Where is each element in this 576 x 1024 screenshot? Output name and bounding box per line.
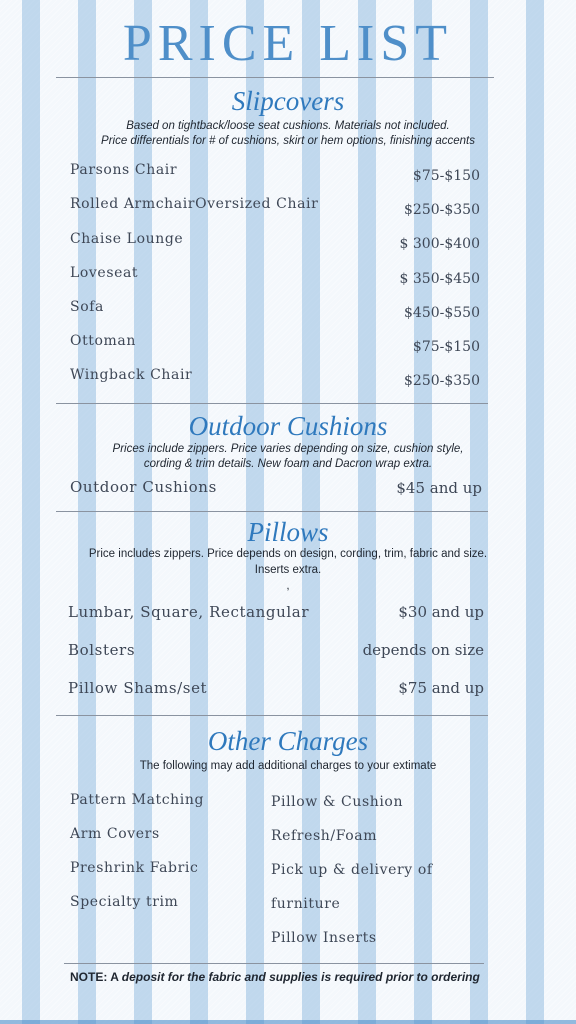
list-item: Pick up & delivery of (271, 862, 433, 878)
item-price: $250-$350 (404, 202, 480, 218)
outdoor-note-1: Prices include zippers. Price varies depending on size, cushion style, (112, 443, 464, 455)
item-price: $75-$150 (412, 168, 480, 184)
item-price: $75-$150 (412, 339, 480, 355)
divider (56, 77, 494, 78)
item-price: $45 and up (396, 479, 482, 497)
item-name: Sofa (70, 299, 104, 315)
item-name: Rolled ArmchairOversized Chair (70, 196, 319, 212)
footer-label: NOTE: A (70, 970, 122, 984)
item-price: $250-$350 (404, 373, 480, 389)
outdoor-note-2: cording & trim details. New foam and Dacron wrap extra. (143, 458, 433, 470)
item-price: $30 and up (398, 603, 484, 621)
slipcovers-note-1: Based on tightback/loose seat cushions. Materials not included. (126, 120, 450, 132)
page-title: PRICE LIST (122, 15, 454, 72)
footer-note (70, 970, 480, 984)
list-item: Arm Covers (70, 826, 160, 842)
list-item: Pillow Inserts (271, 930, 377, 946)
item-name: Outdoor Cushions (70, 478, 217, 496)
pillows-heading: Pillows (247, 517, 329, 547)
pillows-note-2: Inserts extra. (254, 564, 322, 576)
pillows-note-1: Price includes zippers. Price depends on design, cording, trim, fabric and size. (88, 548, 488, 560)
divider (56, 403, 488, 404)
other-note: The following may add additional charges to your extimate (139, 760, 437, 772)
list-item: Refresh/Foam (271, 828, 378, 844)
divider (64, 963, 484, 964)
item-price: $75 and up (398, 679, 484, 697)
outdoor-heading: Outdoor Cushions (188, 411, 388, 441)
item-price: $ 300-$400 (399, 236, 480, 252)
divider (56, 511, 488, 512)
item-price: depends on size (362, 641, 484, 659)
item-name: Loveseat (70, 265, 139, 281)
list-item: Preshrink Fabric (70, 860, 199, 876)
item-name: Bolsters (68, 641, 136, 659)
item-name: Lumbar, Square, Rectangular (68, 603, 310, 621)
list-item: Pillow & Cushion (271, 794, 404, 810)
list-item: Pattern Matching (70, 792, 205, 808)
item-name: Parsons Chair (70, 162, 178, 178)
list-item: furniture (271, 896, 341, 912)
item-name: Ottoman (70, 333, 136, 349)
slipcovers-heading: Slipcovers (231, 86, 345, 116)
pillows-note-3: , (286, 580, 290, 592)
slipcovers-note-2: Price differentials for # of cushions, skirt or hem options, finishing accents (101, 135, 475, 147)
item-price: $ 350-$450 (399, 271, 480, 287)
bottom-border (0, 1020, 576, 1024)
list-item: Specialty trim (70, 894, 179, 910)
item-name: Chaise Lounge (70, 231, 184, 247)
item-price: $450-$550 (404, 305, 480, 321)
footer-text: deposit for the fabric and supplies is required prior to ordering (121, 970, 480, 984)
item-name: Pillow Shams/set (68, 679, 208, 697)
divider (56, 715, 488, 716)
other-heading: Other Charges (207, 726, 369, 756)
item-name: Wingback Chair (70, 367, 193, 383)
